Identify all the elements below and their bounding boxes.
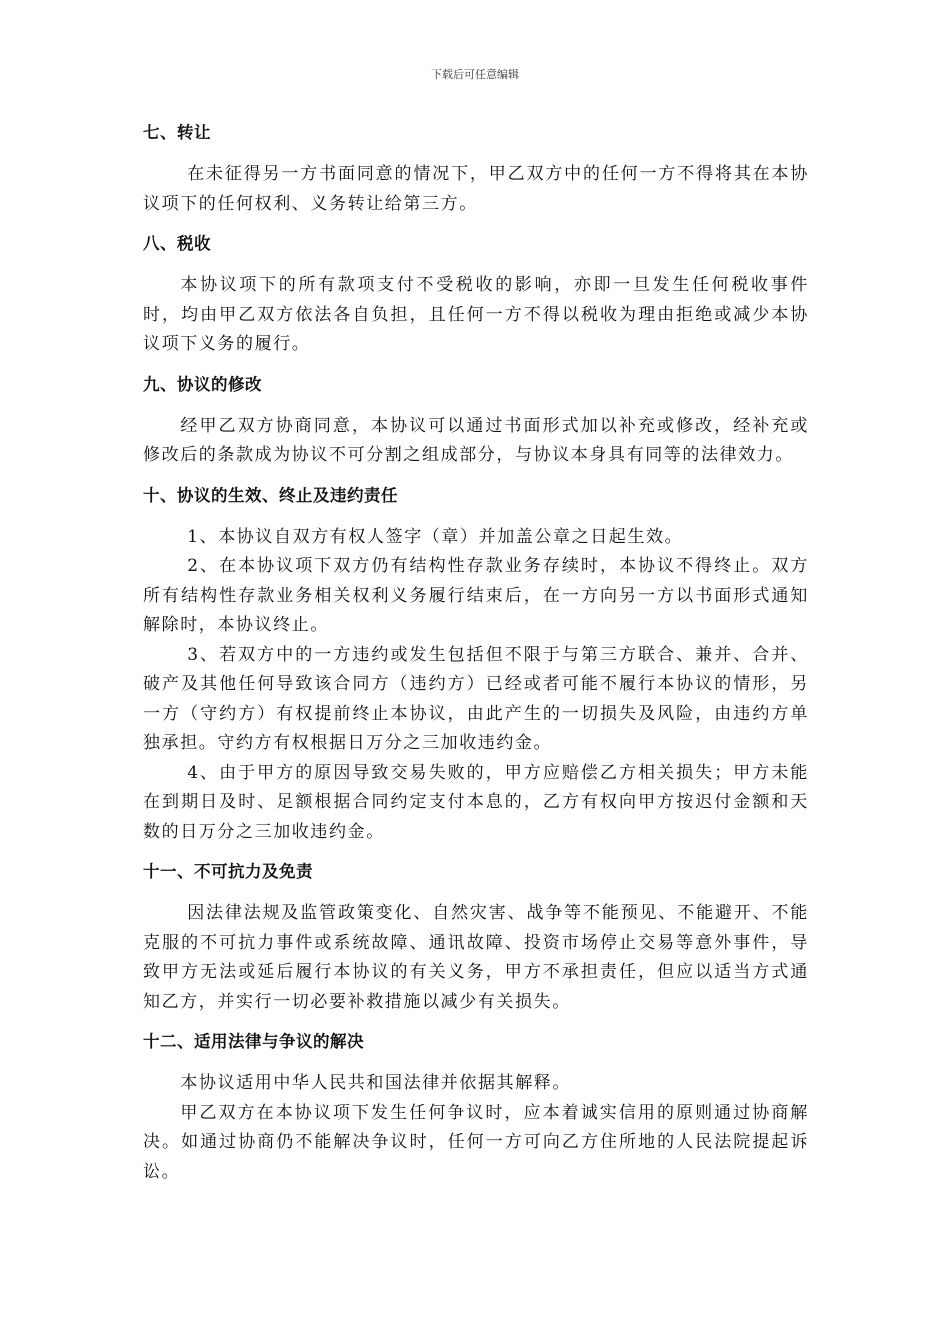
- force-majeure-paragraph: 因法律法规及监管政策变化、自然灾害、战争等不能预见、不能避开、不能克服的不可抗力事件或系统故障、通讯故障、投资市场停止交易等意外事件，导致甲方无法或延后履行本协议的有关义务，甲方不承担责任，但应以适当方式通知乙方，并实行一切必要补救措施以减少有关损失。: [143, 903, 809, 1012]
- section-heading-governing-law: 十二、适用法律与争议的解决: [143, 1032, 364, 1051]
- section-heading-force-majeure: 十一、不可抗力及免责: [143, 862, 313, 881]
- section-heading-effect-termination: 十、协议的生效、终止及违约责任: [143, 485, 398, 505]
- effect-clause-2: 2、在本协议项下双方仍有结构性存款业务存续时，本协议不得终止。双方所有结构性存款业务相关权利义务履行结束后，在一方向另一方以书面形式通知解除时，本协议终止。: [143, 556, 809, 635]
- amendment-paragraph: 经甲乙双方协商同意，本协议可以通过书面形式加以补充或修改，经补充或修改后的条款成为协议不可分割之组成部分，与协议本身具有同等的法律效力。: [143, 415, 809, 465]
- section-heading-transfer: 七、转让: [143, 123, 211, 142]
- page-header-note: 下载后可任意编辑: [431, 68, 519, 81]
- effect-clause-4: 4、由于甲方的原因导致交易失败的，甲方应赔偿乙方相关损失；甲方未能在到期日及时、足额根据合同约定支付本息的，乙方有权向甲方按迟付金额和天数的日万分之三加收违约金。: [143, 762, 809, 842]
- tax-paragraph: 本协议项下的所有款项支付不受税收的影响，亦即一旦发生任何税收事件时，均由甲乙双方依法各自负担，且任何一方不得以税收为理由拒绝或减少本协议项下义务的履行。: [143, 275, 809, 354]
- effect-clause-1: 1、本协议自双方有权人签字（章）并加盖公章之日起生效。: [187, 526, 684, 547]
- section-heading-tax: 八、税收: [143, 234, 211, 253]
- governing-law-paragraph-1: 本协议适用中华人民共和国法律并依据其解释。: [180, 1073, 571, 1093]
- effect-clause-3: 3、若双方中的一方违约或发生包括但不限于与第三方联合、兼并、合并、破产及其他任何导致该合同方（违约方）已经或者可能不履行本协议的情形，另一方（守约方）有权提前终止本协议，由此产生的一切损失及风险，由违约方单独承担。守约方有权根据日万分之三加收违约金。: [143, 644, 809, 753]
- governing-law-paragraph-2: 甲乙双方在本协议项下发生任何争议时，应本着诚实信用的原则通过协商解决。如通过协商仍不能解决争议时，任何一方可向乙方住所地的人民法院提起诉讼。: [143, 1102, 809, 1182]
- section-heading-amendment: 九、协议的修改: [143, 374, 262, 394]
- document-body: [143, 118, 809, 1187]
- transfer-paragraph: 在未征得另一方书面同意的情况下，甲乙双方中的任何一方不得将其在本协议项下的任何权利、义务转让给第三方。: [143, 164, 809, 214]
